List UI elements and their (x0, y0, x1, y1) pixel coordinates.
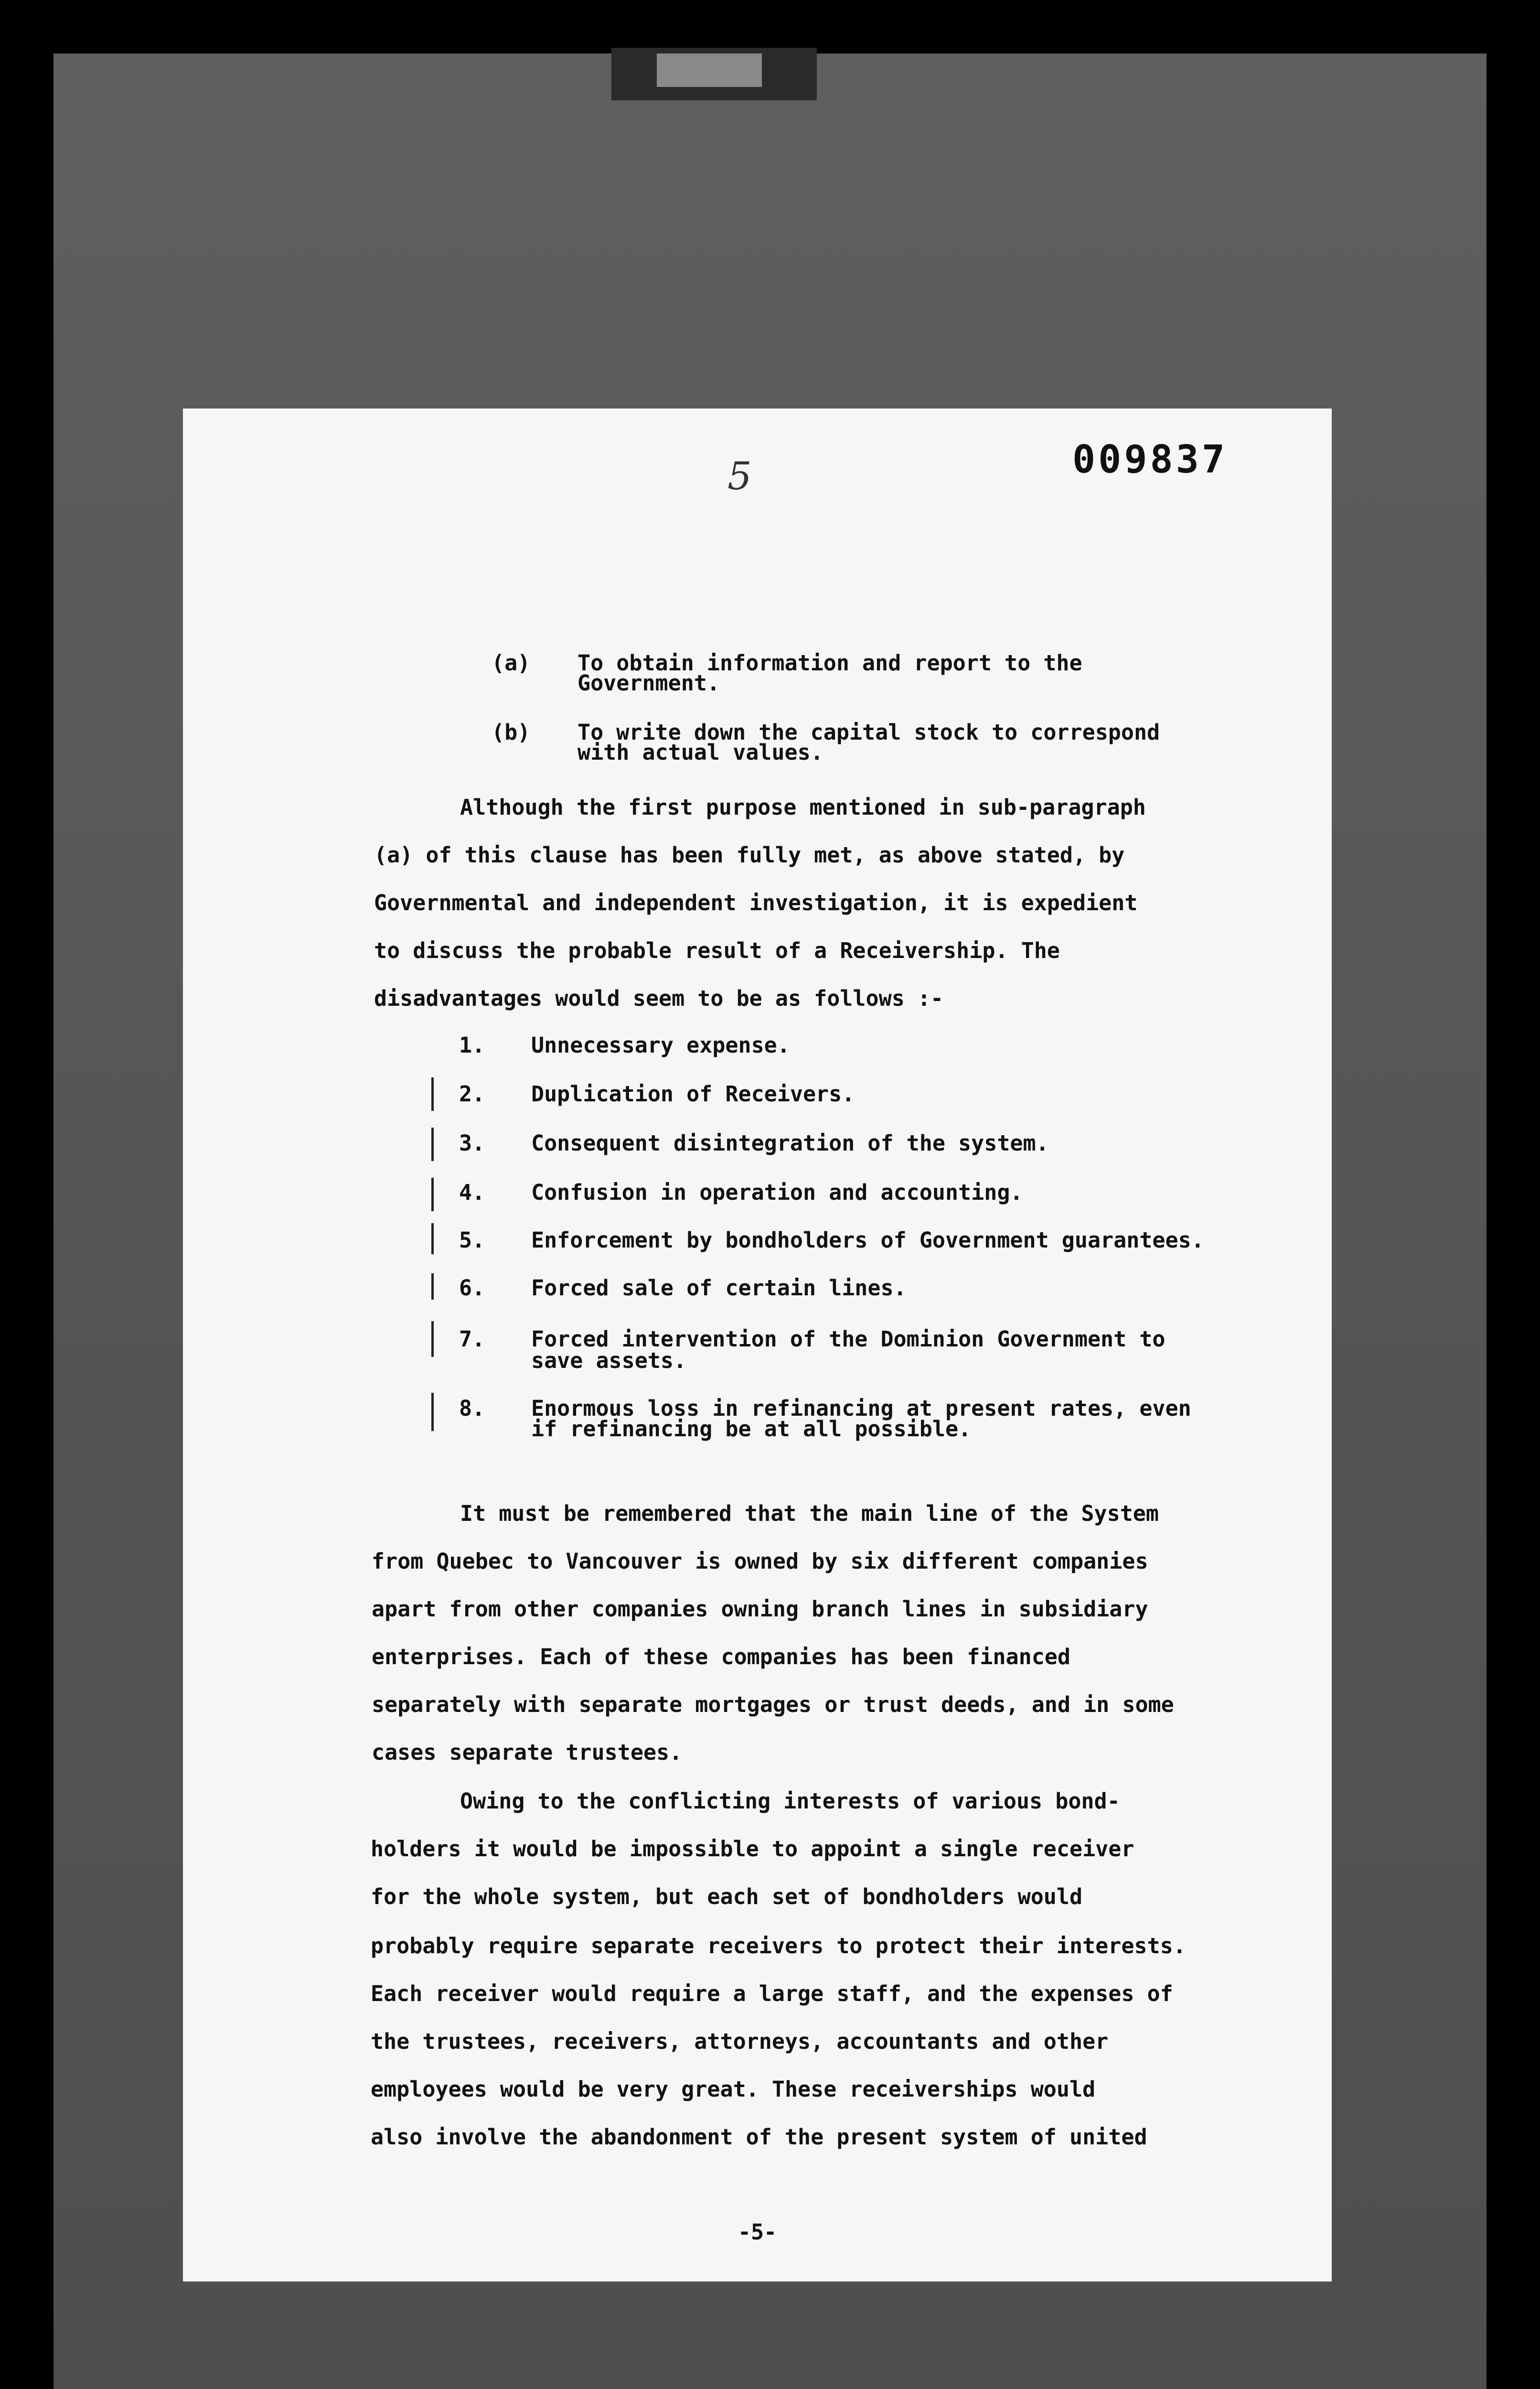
list-item-text: Enforcement by bondholders of Government guarantees. (531, 1227, 1204, 1253)
list-item-text: Confusion in operation and accounting. (531, 1180, 1023, 1205)
document-page (183, 409, 1332, 2281)
list-number: 3. (459, 1130, 485, 1156)
list-item-text: Forced sale of certain lines. (531, 1275, 907, 1301)
paragraph-line: disadvantages would seem to be as follows :- (374, 986, 944, 1011)
paragraph-line: probably require separate receivers to protect their interests. (371, 1933, 1186, 1959)
item-label: (a) (492, 650, 531, 676)
list-number: 5. (459, 1227, 485, 1253)
paragraph-line: holders it would be impossible to appoint a single receiver (371, 1836, 1134, 1862)
margin-pencil-marker (431, 1393, 434, 1431)
paragraph-line: Although the first purpose mentioned in sub-paragraph (460, 795, 1146, 820)
page-number-footer: -5- (738, 2219, 777, 2245)
list-item-text: save assets. (531, 1348, 687, 1373)
paragraph-line: the trustees, receivers, attorneys, accountants and other (371, 2029, 1109, 2054)
list-number: 6. (459, 1275, 485, 1301)
item-text-line: with actual values. (578, 740, 823, 765)
paragraph-line: Each receiver would require a large staff, and the expenses of (371, 1981, 1173, 2006)
paragraph-line: enterprises. Each of these companies has been financed (372, 1644, 1070, 1669)
paragraph-line: Owing to the conflicting interests of various bond- (460, 1788, 1120, 1814)
list-item-text: Unnecessary expense. (531, 1033, 790, 1058)
list-number: 4. (459, 1180, 485, 1205)
paragraph-line: apart from other companies owning branch lines in subsidiary (372, 1596, 1148, 1622)
paragraph-line: (a) of this clause has been fully met, as above stated, by (374, 842, 1125, 868)
paragraph-line: from Quebec to Vancouver is owned by six different companies (372, 1549, 1148, 1574)
paragraph-line: Governmental and independent investigation, it is expedient (374, 890, 1138, 915)
list-item-text: Duplication of Receivers. (531, 1081, 855, 1107)
paragraph-line: It must be remembered that the main line of the System (460, 1501, 1159, 1526)
paragraph-line: for the whole system, but each set of bondholders would (371, 1884, 1083, 1909)
list-number: 8. (459, 1396, 485, 1421)
paragraph-line: employees would be very great. These receiverships would (371, 2077, 1096, 2102)
list-number: 2. (459, 1081, 485, 1107)
margin-pencil-marker (431, 1273, 434, 1300)
item-text-line: To obtain information and report to the (578, 650, 1082, 676)
paragraph-line: separately with separate mortgages or trust deeds, and in some (372, 1692, 1174, 1717)
list-item-text: Forced intervention of the Dominion Government to (531, 1326, 1166, 1352)
list-item-text: Consequent disintegration of the system. (531, 1130, 1049, 1156)
paragraph-line: also involve the abandonment of the present system of united (371, 2124, 1147, 2150)
item-text-line: To write down the capital stock to correspond (578, 720, 1160, 745)
item-text-line: Government. (578, 670, 720, 696)
margin-pencil-marker (431, 1321, 434, 1357)
paper-clip-highlight (657, 54, 762, 87)
margin-pencil-marker (431, 1178, 434, 1211)
margin-pencil-marker (431, 1223, 434, 1254)
stamp-number: 009837 (1072, 437, 1228, 482)
list-number: 7. (459, 1326, 485, 1352)
list-item-text: Enormous loss in refinancing at present rates, even (531, 1396, 1191, 1421)
list-number: 1. (459, 1033, 485, 1058)
margin-pencil-marker (431, 1077, 434, 1111)
item-label: (b) (492, 720, 531, 745)
paragraph-line: cases separate trustees. (372, 1740, 683, 1765)
list-item-text: if refinancing be at all possible. (531, 1416, 972, 1442)
margin-pencil-marker (431, 1128, 434, 1161)
paragraph-line: to discuss the probable result of a Receivership. The (374, 938, 1060, 963)
handwritten-page-mark: 5 (727, 454, 752, 498)
